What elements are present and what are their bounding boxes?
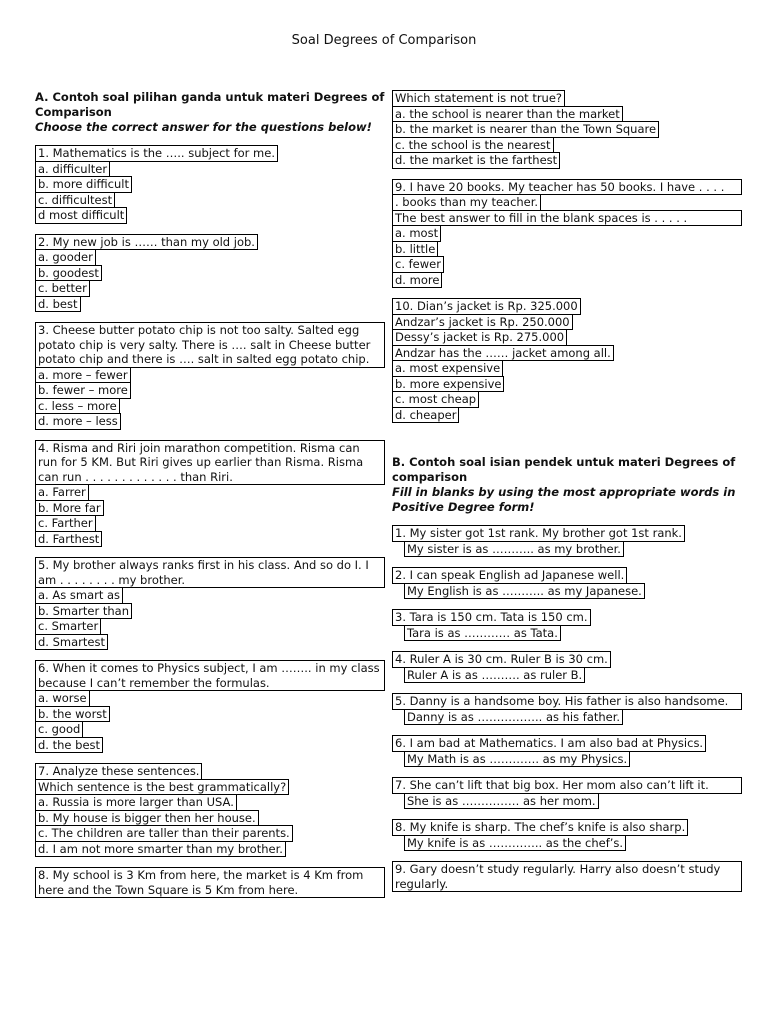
answer-option: d. best bbox=[35, 296, 81, 313]
answer-option: d. the best bbox=[35, 737, 103, 754]
answer-option: c. less – more bbox=[35, 398, 120, 415]
answer-option: c. fewer bbox=[392, 256, 444, 273]
answer-option: Which sentence is the best grammatically? bbox=[35, 779, 289, 796]
fill-in-answer-line: Ruler A is as ………. as ruler B. bbox=[404, 667, 585, 684]
question-text: 4. Risma and Riri join marathon competition. Risma can run for 5 KM. But Riri gives up earlier than Risma. Risma can run . . . . . . . . . . . . . than Riri. bbox=[35, 440, 385, 486]
fill-in-item bbox=[392, 861, 742, 892]
question-block bbox=[35, 145, 385, 224]
section-b-questions bbox=[392, 525, 742, 892]
question-block bbox=[35, 763, 385, 857]
answer-option: d. I am not more smarter than my brother. bbox=[35, 841, 286, 858]
answer-option: a. gooder bbox=[35, 249, 96, 266]
question-text: 3. Cheese butter potato chip is not too salty. Salted egg potato chip is very salty. There is …. salt in Cheese butter potato chip and there is …. salt in salted egg potato chip. bbox=[35, 322, 385, 368]
left-column bbox=[35, 90, 385, 908]
answer-option: b. goodest bbox=[35, 265, 102, 282]
answer-option: a. Russia is more larger than USA. bbox=[35, 794, 237, 811]
answer-option: b. the worst bbox=[35, 706, 110, 723]
answer-option: c. most cheap bbox=[392, 391, 479, 408]
answer-option: c. Farther bbox=[35, 515, 96, 532]
answer-option: a. most bbox=[392, 225, 441, 242]
question-8-continued bbox=[392, 90, 742, 169]
answer-option: Dessy’s jacket is Rp. 275.000 bbox=[392, 329, 567, 346]
fill-in-prompt: 2. I can speak English ad Japanese well. bbox=[392, 567, 627, 584]
fill-in-answer-line: My knife is as ………….. as the chef’s. bbox=[404, 835, 626, 852]
answer-option: a. most expensive bbox=[392, 360, 503, 377]
question-block bbox=[392, 298, 742, 423]
answer-option: d. cheaper bbox=[392, 407, 459, 424]
answer-option: d. more – less bbox=[35, 413, 121, 430]
fill-in-item bbox=[392, 567, 742, 599]
answer-option: Andzar’s jacket is Rp. 250.000 bbox=[392, 314, 573, 331]
question-text: 5. My brother always ranks first in his class. And so do I. I am . . . . . . . . my brother. bbox=[35, 557, 385, 588]
question-block bbox=[35, 440, 385, 548]
answer-option: a. the school is nearer than the market bbox=[392, 106, 623, 123]
question-block bbox=[35, 322, 385, 430]
fill-in-prompt: 9. Gary doesn’t study regularly. Harry also doesn’t study regularly. bbox=[392, 861, 742, 892]
question-block bbox=[35, 660, 385, 753]
question-text: 1. Mathematics is the ….. subject for me. bbox=[35, 145, 278, 162]
answer-option: b. More far bbox=[35, 500, 104, 517]
question-text: 2. My new job is …… than my old job. bbox=[35, 234, 258, 251]
answer-option: b. more expensive bbox=[392, 376, 504, 393]
answer-option: b. more difficult bbox=[35, 176, 132, 193]
answer-option: c. The children are taller than their parents. bbox=[35, 825, 293, 842]
section-b-heading: B. Contoh soal isian pendek untuk materi Degrees of comparison bbox=[392, 455, 736, 484]
section-a-questions-right bbox=[392, 179, 742, 424]
answer-option: d. Smartest bbox=[35, 634, 108, 651]
answer-option: c. the school is the nearest bbox=[392, 137, 554, 154]
fill-in-answer-line: She is as …………… as her mom. bbox=[404, 793, 599, 810]
fill-in-item bbox=[392, 777, 742, 809]
answer-option: d. more bbox=[392, 272, 442, 289]
question-block bbox=[392, 90, 742, 169]
fill-in-answer-line: My English is as ……….. as my Japanese. bbox=[404, 583, 645, 600]
fill-in-item bbox=[392, 609, 742, 641]
question-text: Which statement is not true? bbox=[392, 90, 565, 107]
section-a-instruction: Choose the correct answer for the questions below! bbox=[35, 120, 372, 134]
page-title: Soal Degrees of Comparison bbox=[291, 33, 477, 48]
fill-in-answer-line: Danny is as …………….. as his father. bbox=[404, 709, 623, 726]
section-a-heading: A. Contoh soal pilihan ganda untuk materi Degrees of Comparison bbox=[35, 90, 385, 119]
fill-in-answer-line: Tara is as ………… as Tata. bbox=[404, 625, 561, 642]
right-column bbox=[392, 90, 742, 902]
answer-option: The best answer to fill in the blank spaces is . . . . . bbox=[392, 210, 742, 227]
fill-in-answer-line: My sister is as ……….. as my brother. bbox=[404, 541, 624, 558]
question-block bbox=[392, 179, 742, 289]
question-text: 7. Analyze these sentences. bbox=[35, 763, 202, 780]
fill-in-prompt: 7. She can’t lift that big box. Her mom also can’t lift it. bbox=[392, 777, 742, 794]
answer-option: a. As smart as bbox=[35, 587, 123, 604]
fill-in-item bbox=[392, 735, 742, 767]
answer-option: b. fewer – more bbox=[35, 382, 131, 399]
fill-in-item bbox=[392, 693, 742, 725]
answer-option: d. Farthest bbox=[35, 531, 102, 548]
fill-in-prompt: 1. My sister got 1st rank. My brother got 1st rank. bbox=[392, 525, 685, 542]
answer-option: b. Smarter than bbox=[35, 603, 132, 620]
fill-in-prompt: 3. Tara is 150 cm. Tata is 150 cm. bbox=[392, 609, 591, 626]
question-text: 8. My school is 3 Km from here, the market is 4 Km from here and the Town Square is 5 Km from here. bbox=[35, 867, 385, 898]
fill-in-item bbox=[392, 525, 742, 557]
question-block bbox=[35, 557, 385, 650]
answer-option: a. Farrer bbox=[35, 484, 89, 501]
section-b-instruction: Fill in blanks by using the most appropriate words in Positive Degree form! bbox=[392, 485, 736, 514]
answer-option: b. little bbox=[392, 241, 438, 258]
fill-in-prompt: 6. I am bad at Mathematics. I am also bad at Physics. bbox=[392, 735, 706, 752]
answer-option: b. the market is nearer than the Town Square bbox=[392, 121, 659, 138]
question-text: 6. When it comes to Physics subject, I am …….. in my class because I can’t remember the formulas. bbox=[35, 660, 385, 691]
answer-option: . books than my teacher. bbox=[392, 194, 541, 211]
fill-in-item bbox=[392, 651, 742, 683]
question-text: 9. I have 20 books. My teacher has 50 books. I have . . . . bbox=[392, 179, 742, 196]
fill-in-answer-line: My Math is as …………. as my Physics. bbox=[404, 751, 630, 768]
question-text: 10. Dian’s jacket is Rp. 325.000 bbox=[392, 298, 581, 315]
answer-option: c. good bbox=[35, 721, 83, 738]
fill-in-item bbox=[392, 819, 742, 851]
fill-in-prompt: 8. My knife is sharp. The chef’s knife is also sharp. bbox=[392, 819, 688, 836]
answer-option: c. Smarter bbox=[35, 618, 101, 635]
fill-in-prompt: 4. Ruler A is 30 cm. Ruler B is 30 cm. bbox=[392, 651, 611, 668]
answer-option: b. My house is bigger then her house. bbox=[35, 810, 259, 827]
answer-option: a. more – fewer bbox=[35, 367, 131, 384]
answer-option: a. worse bbox=[35, 690, 90, 707]
question-block bbox=[35, 234, 385, 313]
answer-option: c. better bbox=[35, 280, 90, 297]
section-a-questions bbox=[35, 145, 385, 898]
question-block bbox=[35, 867, 385, 898]
answer-option: d. the market is the farthest bbox=[392, 152, 560, 169]
answer-option: Andzar has the …… jacket among all. bbox=[392, 345, 614, 362]
answer-option: a. difficulter bbox=[35, 161, 110, 178]
answer-option: d most difficult bbox=[35, 207, 127, 224]
answer-option: c. difficultest bbox=[35, 192, 115, 209]
fill-in-prompt: 5. Danny is a handsome boy. His father is also handsome. bbox=[392, 693, 742, 710]
